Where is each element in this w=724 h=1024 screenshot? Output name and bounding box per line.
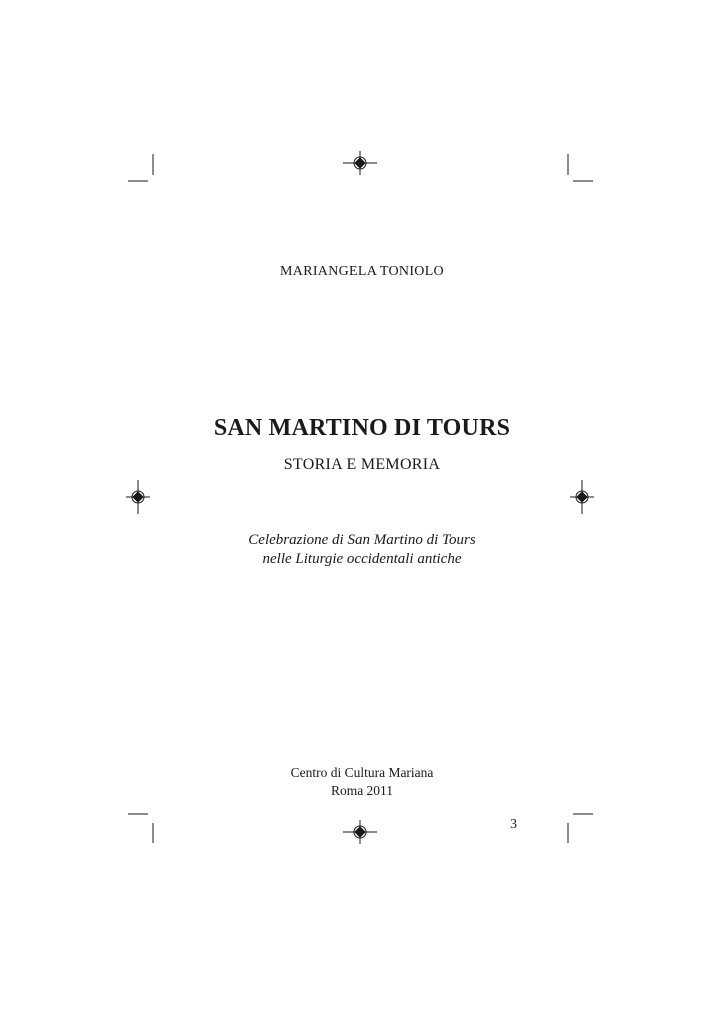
- book-description: [0, 531, 724, 569]
- crop-mark-bottom-left: [128, 814, 153, 843]
- registration-mark-bottom: [343, 820, 377, 844]
- crop-mark-top-left: [128, 154, 153, 181]
- crop-mark-top-right: [568, 154, 593, 181]
- registration-mark-top: [343, 151, 377, 175]
- description-line-1: Celebrazione di San Martino di Tours: [248, 532, 476, 548]
- page-number: 3: [510, 817, 517, 832]
- book-subtitle: STORIA E MEMORIA: [283, 456, 441, 473]
- description-line-2: nelle Liturgie occidentali antiche: [262, 551, 462, 567]
- publication-place-year: Roma 2011: [330, 783, 394, 798]
- crop-mark-bottom-right: [568, 814, 593, 843]
- author-name: MARIANGELA TONIOLO: [280, 264, 444, 279]
- registration-mark-right: [570, 480, 594, 514]
- publisher-block: [0, 764, 724, 800]
- book-title: SAN MARTINO DI TOURS: [213, 415, 511, 441]
- registration-mark-left: [126, 480, 150, 514]
- publisher-name: Centro di Cultura Mariana: [290, 765, 434, 780]
